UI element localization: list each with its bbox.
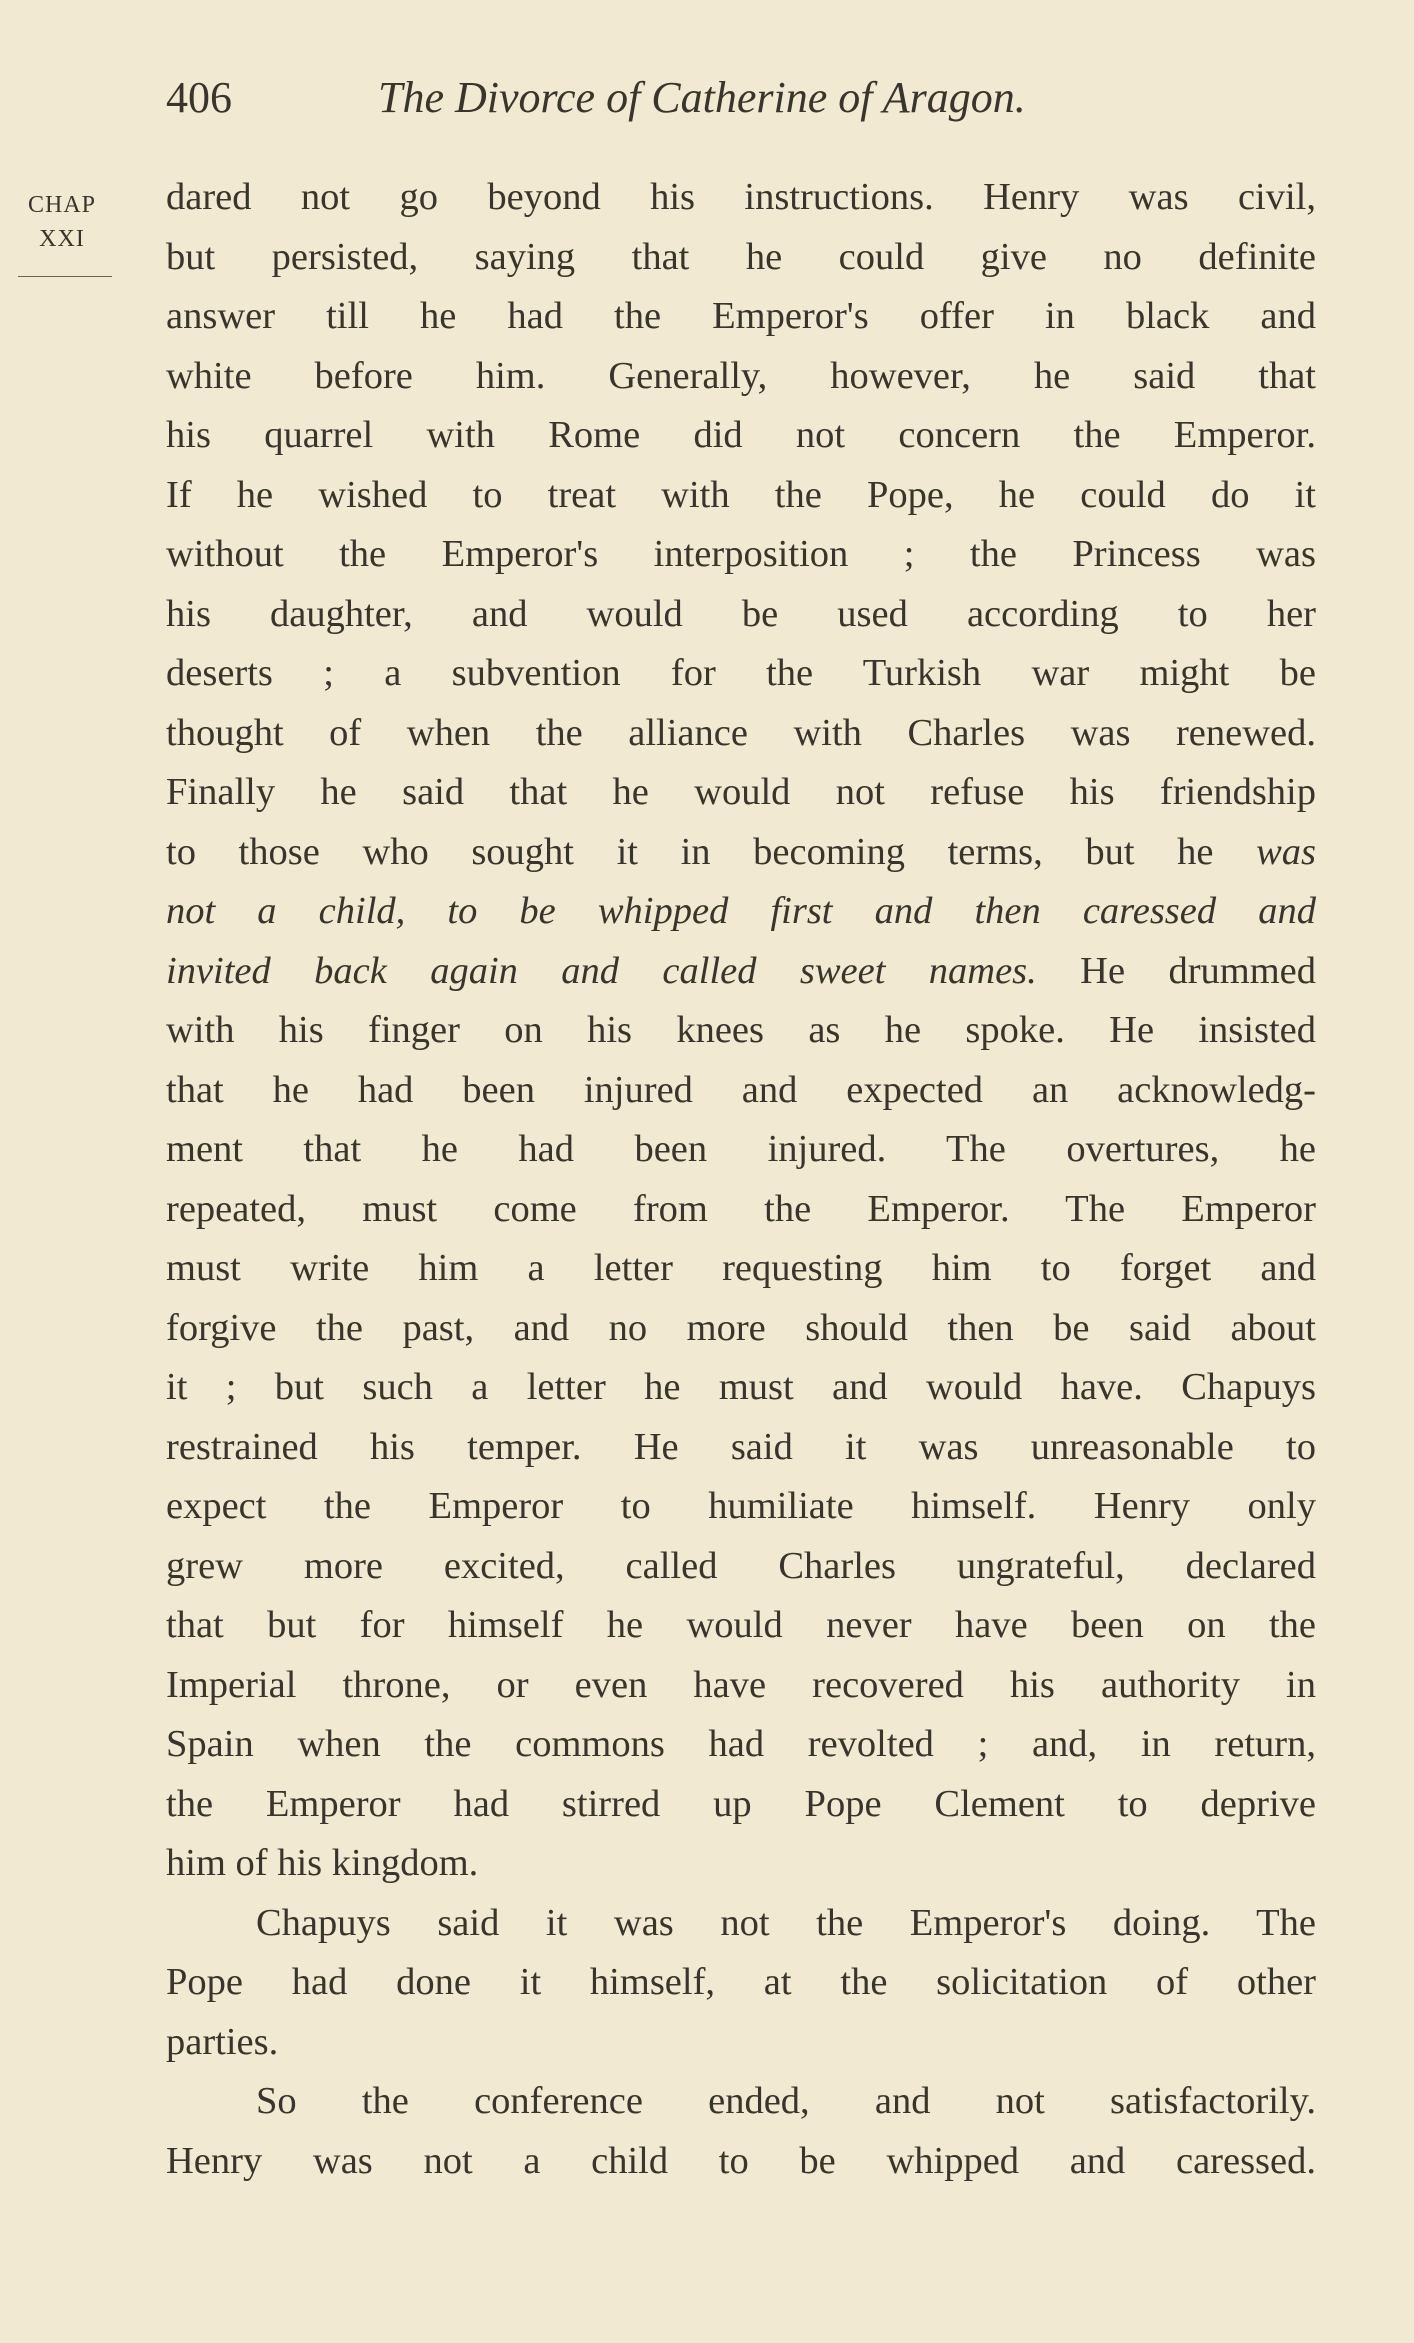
chapter-number: XXI (39, 226, 85, 252)
text-line: his daughter, and would be used according to her (166, 592, 1316, 635)
chapter-label: CHAP (27, 192, 97, 218)
text-line: thought of when the alliance with Charles was renewed. (166, 711, 1316, 754)
body-text (166, 168, 1316, 2191)
page-number: 406 (166, 73, 232, 122)
text-line: If he wished to treat with the Pope, he could do it (166, 473, 1316, 516)
text-line: deserts ; a subvention for the Turkish war might be (166, 652, 1316, 694)
text-line: must write him a letter requesting him to forget and (166, 1247, 1316, 1289)
text-segment: He drummed (1080, 949, 1316, 992)
text-line: it ; but such a letter he must and would have. Chapuys (166, 1366, 1316, 1408)
text-line: Pope had done it himself, at the solicitation of other (166, 1961, 1316, 2003)
text-line: Spain when the commons had revolted ; and, in return, (166, 1723, 1316, 1765)
text-line: expect the Emperor to humiliate himself. Henry only (166, 1485, 1316, 1527)
running-title: The Divorce of Catherine of Aragon. (378, 73, 1026, 122)
text-line: repeated, must come from the Emperor. The Emperor (166, 1187, 1316, 1230)
text-line: but persisted, saying that he could give no definite (166, 235, 1316, 278)
text-line: white before him. Generally, however, he said that (166, 354, 1316, 397)
text-line: forgive the past, and no more should then be said about (166, 1306, 1316, 1349)
text-segment: to those who sought it in becoming terms, but he (166, 830, 1214, 873)
text-line (166, 823, 1316, 883)
text-line: the Emperor had stirred up Pope Clement to deprive (166, 1782, 1316, 1825)
italic-segment: was (1256, 830, 1316, 873)
text-line: dared not go beyond his instructions. Henry was civil, (166, 176, 1316, 218)
text-line: with his finger on his knees as he spoke. He insisted (166, 1009, 1316, 1051)
text-line: restrained his temper. He said it was unreasonable to (166, 1425, 1316, 1468)
text-line: parties. (166, 2020, 279, 2063)
text-line: answer till he had the Emperor's offer in black and (166, 295, 1316, 337)
text-line: Imperial throne, or even have recovered his authority in (166, 1663, 1316, 1706)
text-line (166, 942, 1316, 1002)
text-line: that but for himself he would never have been on the (166, 1604, 1316, 1646)
page-header (166, 70, 1316, 130)
text-line: him of his kingdom. (166, 1842, 479, 1884)
text-line: So the conference ended, and not satisfactorily. (256, 2080, 1316, 2122)
text-line: his quarrel with Rome did not concern the Emperor. (166, 414, 1316, 456)
text-line: Chapuys said it was not the Emperor's doing. The (256, 1901, 1316, 1944)
text-line: that he had been injured and expected an acknowledg- (166, 1068, 1316, 1111)
text-line: Henry was not a child to be whipped and caressed. (166, 2139, 1316, 2182)
text-line: without the Emperor's interposition ; the Princess was (166, 533, 1316, 575)
chapter-marginal-note (12, 188, 112, 256)
margin-rule (18, 276, 112, 277)
text-line: ment that he had been injured. The overtures, he (166, 1128, 1316, 1170)
text-line: Finally he said that he would not refuse his friendship (166, 771, 1316, 813)
italic-line: not a child, to be whipped first and then caressed and (166, 890, 1316, 932)
italic-segment: invited back again and called sweet names. (166, 949, 1037, 992)
text-line: grew more excited, called Charles ungrateful, declared (166, 1544, 1316, 1587)
